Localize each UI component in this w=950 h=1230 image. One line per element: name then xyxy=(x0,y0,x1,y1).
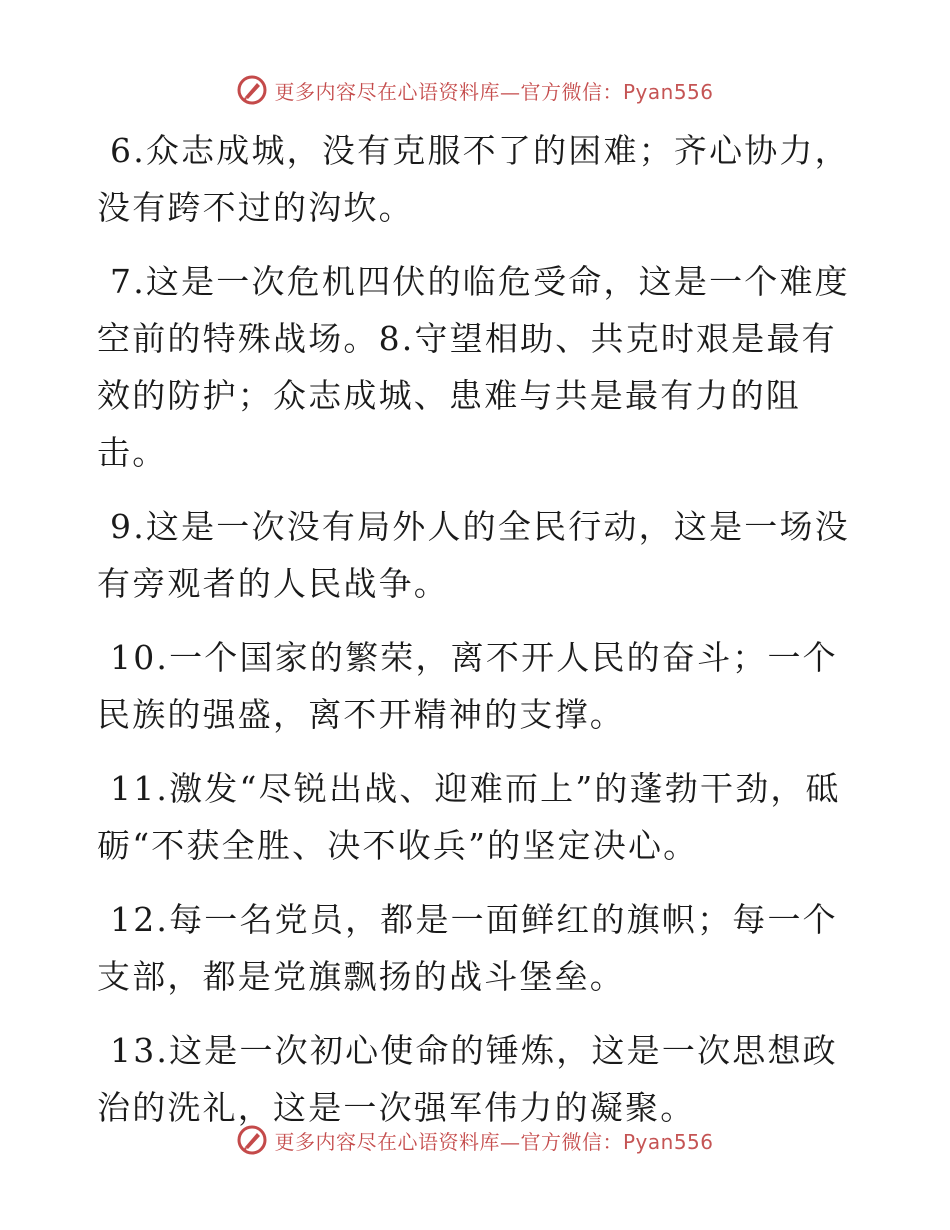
header-banner xyxy=(0,70,950,110)
paragraph-11: 11.激发“尽锐出战、迎难而上”的蓬勃干劲，砥砺“不获全胜、决不收兵”的坚定决心。 xyxy=(97,769,841,865)
paragraph-12: 12.每一名党员，都是一面鲜红的旗帜；每一个支部，都是党旗飘扬的战斗堡垒。 xyxy=(97,900,838,996)
banner-slogan: 更多内容尽在心语资料库—官方微信： xyxy=(274,1129,623,1154)
paragraph-13: 13.这是一次初心使命的锤炼，这是一次思想政治的洗礼，这是一次强军伟力的凝聚。 xyxy=(97,1031,838,1127)
quill-pen-logo-icon xyxy=(236,1124,268,1156)
banner-text xyxy=(274,76,713,105)
banner-wechat-id: Pyan556 xyxy=(622,1129,714,1154)
document-body xyxy=(97,122,857,1153)
paragraph-10: 10.一个国家的繁荣，离不开人民的奋斗；一个民族的强盛，离不开精神的支撑。 xyxy=(97,638,838,734)
paragraph-7-8: 7.这是一次危机四伏的临危受命，这是一个难度空前的特殊战场。8.守望相助、共克时艰是最有效的防护；众志成城、患难与共是最有力的阻击。 xyxy=(97,262,850,472)
quill-pen-logo-icon xyxy=(236,74,268,106)
banner-wechat-id: Pyan556 xyxy=(622,79,714,104)
banner-text xyxy=(274,1126,713,1155)
footer-banner xyxy=(0,1120,950,1160)
paragraph-6: 6.众志成城，没有克服不了的困难；齐心协力，没有跨不过的沟坎。 xyxy=(97,131,850,227)
banner-slogan: 更多内容尽在心语资料库—官方微信： xyxy=(274,79,623,104)
paragraph-9: 9.这是一次没有局外人的全民行动，这是一场没有旁观者的人民战争。 xyxy=(97,507,850,603)
